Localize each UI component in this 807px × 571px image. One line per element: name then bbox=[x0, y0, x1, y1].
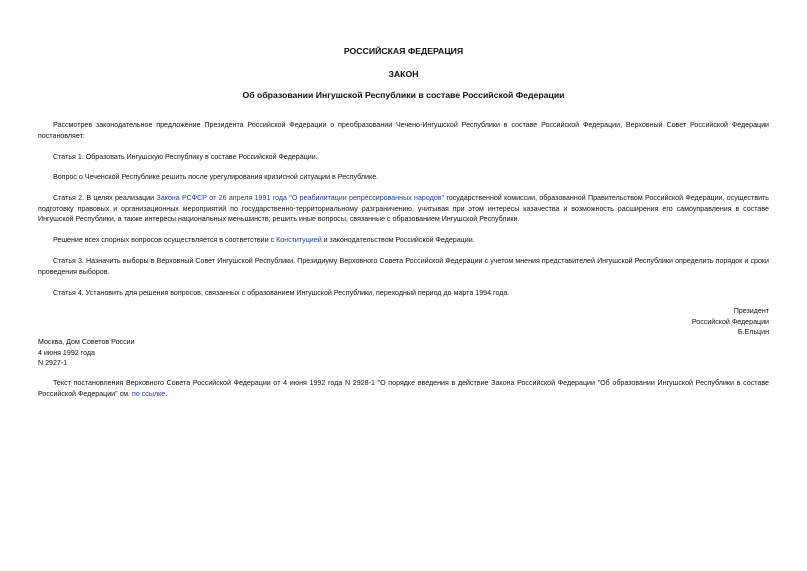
rehabilitation-law-link[interactable]: Закона РСФСР от 26 апреля 1991 года "О реабилитации репрессированных народов" bbox=[156, 194, 445, 202]
signature-name: Б.Ельцин bbox=[737, 328, 769, 337]
disputes-suffix: и законодательством Российской Федерации. bbox=[321, 236, 475, 244]
article-2-suffix: государственной комиссии, образованной Правительством Российской Федерации, осуществить подготовку правовых и организационных мероприятий по государственно-территориальному разграничению, учитывая при этом интересы казачества и возможность расширения его самоуправления в составе Ингушской Республики, а также интересы национальных меньшинств; решить иные вопросы, связанные с образованием Ингушской Республики. bbox=[38, 194, 770, 224]
law-title: Об образовании Ингушской Республики в составе Российской Федерации bbox=[242, 90, 565, 100]
note-link[interactable]: по ссылке bbox=[132, 389, 166, 398]
note-text: Текст постановления Верховного Совета Российской Федерации от 4 июня 1992 года N 2928-1 "О порядке введения в действие Закона Российской Федерации "Об образовании Ингушской Республики в составе Российской Федерации" см. bbox=[38, 379, 769, 398]
disputes-paragraph bbox=[38, 235, 769, 246]
article-1-note-paragraph: Вопрос о Чеченской Республике решить после урегулирования кризисной ситуации в Республике. bbox=[53, 173, 379, 181]
disputes-prefix: Решение всех спорных вопросов осуществляется в соответствии с bbox=[53, 236, 277, 244]
article-4-paragraph: Статья 4. Установить для решения вопросов, связанных с образованием Ингушской Республики, переходный период до марта 1994 года. bbox=[53, 289, 510, 297]
place-date-block bbox=[38, 337, 135, 369]
article-3-paragraph: Статья 3. Назначить выборы в Верховный Совет Ингушской Республики. Президиуму Верховного Совета Российской Федерации с учетом мнения представителей Ингушской Республики определить порядок и сроки проведения выборов. bbox=[38, 257, 769, 276]
place-date: 4 июня 1992 года bbox=[38, 348, 95, 357]
note-paragraph bbox=[38, 378, 769, 399]
document-number: N 2927-1 bbox=[38, 359, 68, 368]
article-1-paragraph: Статья 1. Образовать Ингушскую Республику в составе Российской Федерации. bbox=[53, 153, 318, 161]
signature-title: Президент bbox=[733, 307, 769, 315]
country-heading: РОССИЙСКАЯ ФЕДЕРАЦИЯ bbox=[343, 46, 464, 56]
article-2-paragraph bbox=[38, 193, 769, 225]
note-end: . bbox=[165, 389, 168, 398]
signature-country: Российской Федерации bbox=[691, 317, 769, 326]
article-2-prefix: Статья 2. В целях реализации bbox=[53, 194, 157, 202]
signature-block bbox=[569, 306, 769, 338]
preamble-paragraph: Рассмотрев законодательное предложение Президента Российской Федерации о преобразовании Чечено-Ингушской Республики в составе Российской Федерации, Верховный Совет Российской Федерации постановляет: bbox=[38, 121, 769, 140]
doc-type-heading: ЗАКОН bbox=[388, 69, 419, 79]
place-location: Москва, Дом Советов России bbox=[38, 338, 135, 346]
constitution-link[interactable]: Конституцией bbox=[276, 236, 322, 244]
